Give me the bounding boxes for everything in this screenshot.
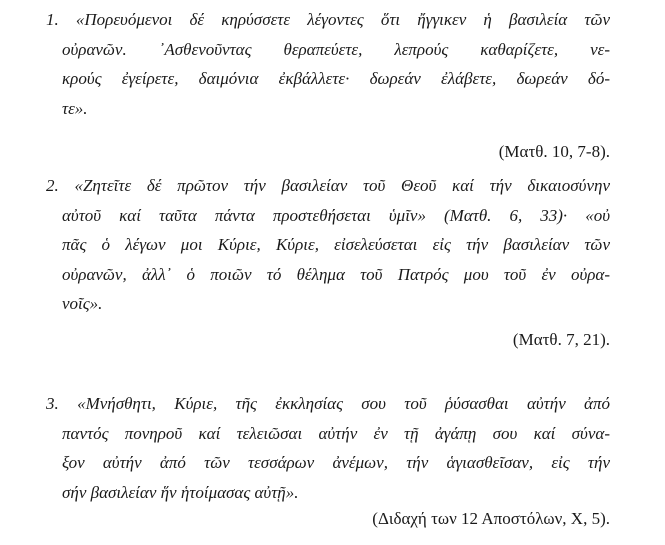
quote-line xyxy=(46,389,610,419)
item-number: 3. xyxy=(46,394,59,413)
citation: (Ματθ. 7, 21). xyxy=(512,330,610,349)
quote-line: νοῖς». xyxy=(62,294,103,313)
quote-line: τε». xyxy=(62,98,88,118)
quote-line-text: «Πορευόμενοι δέ κηρύσσετε λέγοντες ὅτι ἤγγικεν ἡ βασιλεία τῶν xyxy=(75,10,610,29)
quote-line: οὐρανῶν, ἀλλ᾿ ὁ ποιῶν τό θέλημα τοῦ Πατρός μου τοῦ ἐν οὐρα- xyxy=(62,264,610,284)
quote-line: ξον αὐτήν ἀπό τῶν τεσσάρων ἀνέμων, τήν ἁγιασθεῖσαν, εἰς τήν xyxy=(62,453,610,472)
citation: (Ματθ. 10, 7-8). xyxy=(498,142,610,161)
quote-line-text: «Μνήσθητι, Κύριε, τῆς ἐκκλησίας σου τοῦ ῥύσασθαι αὐτήν ἀπό xyxy=(77,394,610,413)
citation: (Διδαχή των 12 Αποστόλων, Χ, 5). xyxy=(372,509,610,528)
quote-2-text xyxy=(46,171,610,319)
quote-line: κρούς ἐγείρετε, δαιμόνια ἐκβάλλετε· δωρεάν ἐλάβετε, δωρεάν δό- xyxy=(62,69,610,88)
quote-line: οὐρανῶν. ᾿Ασθενοῦντας θεραπεύετε, λεπρούς καθαρίζετε, νε- xyxy=(62,39,610,59)
item-number: 1. xyxy=(46,10,59,29)
quote-line xyxy=(46,5,610,35)
quote-line: παντός πονηροῦ καί τελειῶσαι αὐτήν ἐν τῇ ἀγάπῃ σου καί σύνα- xyxy=(62,423,610,443)
quote-3-text xyxy=(46,389,610,507)
quote-line: αὐτοῦ καί ταῦτα πάντα προστεθήσεται ὑμῖν» (Ματθ. 6, 33)· «οὐ xyxy=(62,205,610,225)
quote-line: πᾶς ὁ λέγων μοι Κύριε, Κύριε, εἰσελεύσεται εἰς τήν βασιλείαν τῶν xyxy=(62,235,610,254)
quote-line: σήν βασιλείαν ἥν ἡτοίμασας αὐτῇ». xyxy=(62,482,299,502)
quote-1-text xyxy=(46,5,610,123)
quote-line-text: «Ζητεῖτε δέ πρῶτον τήν βασιλείαν τοῦ Θεοῦ καί τήν δικαιοσύνην xyxy=(74,176,610,195)
item-number: 2. xyxy=(46,176,59,195)
quote-line xyxy=(46,171,610,201)
